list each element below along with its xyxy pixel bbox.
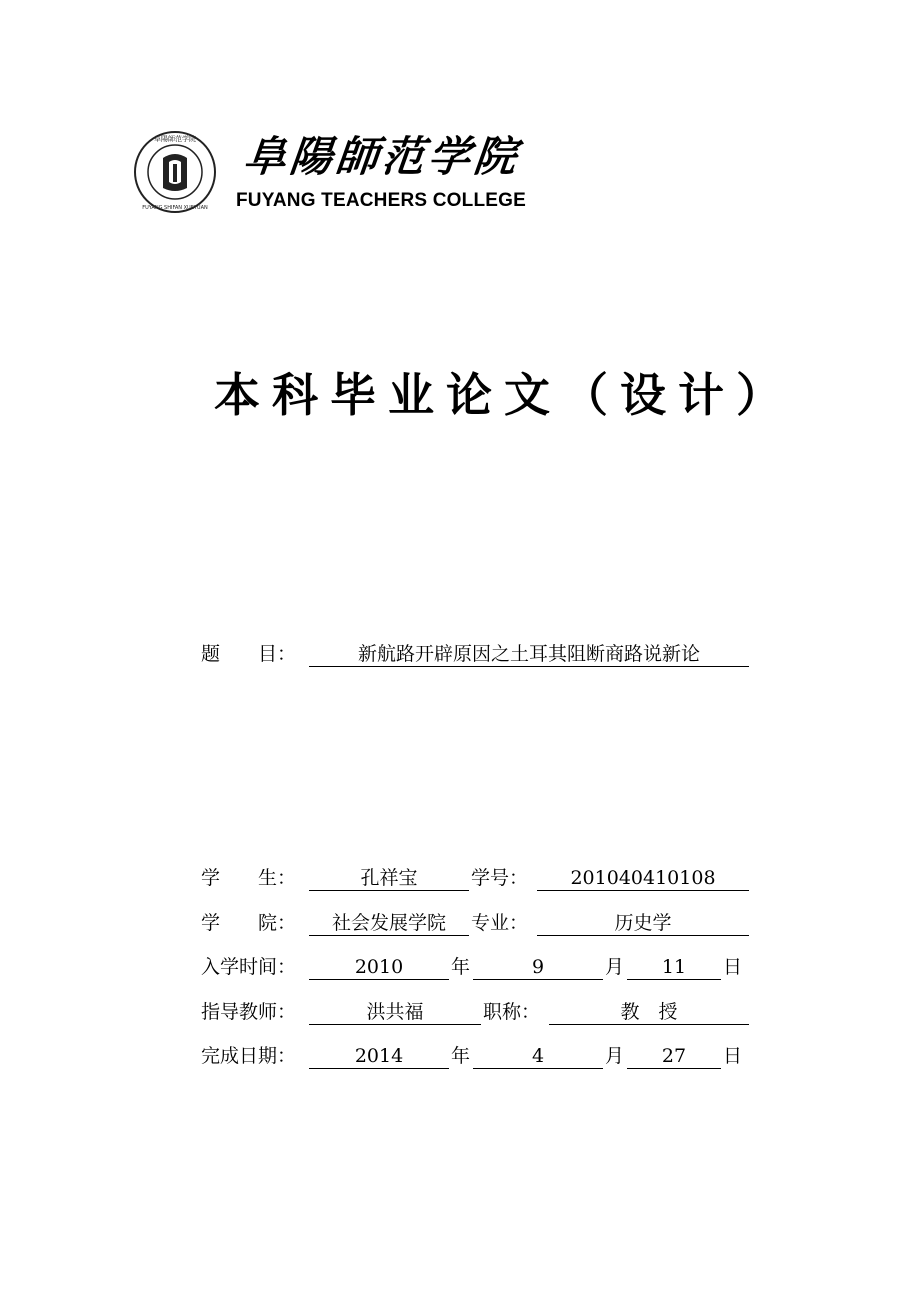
seal-text-top: 阜陽師范学院 [154, 135, 196, 143]
completion-month: 4 [473, 1042, 603, 1069]
college-row [201, 909, 761, 937]
student-id-label: 学号： [471, 867, 529, 889]
student-id-value: 201040410108 [537, 864, 749, 891]
major-label: 专业： [471, 912, 529, 934]
advisor-name: 洪共福 [309, 998, 481, 1025]
advisor-label: 指导教师： [201, 1001, 297, 1023]
college-seal-logo [133, 130, 233, 214]
topic-row [201, 640, 761, 668]
college-name-en: FUYANG TEACHERS COLLEGE [236, 190, 526, 211]
college-name-cn: 阜陽師范学院 [241, 132, 523, 181]
enrollment-day-unit: 日 [723, 956, 743, 978]
enrollment-row [201, 953, 761, 981]
student-name-value: 孔祥宝 [309, 864, 469, 891]
college-label: 学 院： [201, 912, 297, 934]
student-row [201, 864, 761, 892]
enrollment-year-unit: 年 [451, 956, 471, 978]
enrollment-label: 入学时间： [201, 956, 297, 978]
document-title: 本科毕业论文（设计） [214, 368, 794, 422]
advisor-row [201, 998, 761, 1026]
completion-year: 2014 [309, 1042, 449, 1069]
completion-day-unit: 日 [723, 1045, 743, 1067]
topic-label: 题 目： [201, 643, 297, 665]
advisor-title-value: 教 授 [549, 998, 749, 1025]
completion-label: 完成日期： [201, 1045, 297, 1067]
seal-text-bottom: FUYANG SHIFAN XUEYUAN [142, 205, 208, 211]
enrollment-year: 2010 [309, 953, 449, 980]
completion-year-unit: 年 [451, 1045, 471, 1067]
college-value: 社会发展学院 [309, 909, 469, 936]
advisor-title-label: 职称： [483, 1001, 541, 1023]
enrollment-day: 11 [627, 953, 721, 980]
enrollment-month: 9 [473, 953, 603, 980]
completion-row [201, 1042, 761, 1070]
topic-value: 新航路开辟原因之土耳其阻断商路说新论 [309, 640, 749, 667]
completion-day: 27 [627, 1042, 721, 1069]
student-name-label: 学 生： [201, 867, 297, 889]
major-value: 历史学 [537, 909, 749, 936]
completion-month-unit: 月 [605, 1045, 625, 1067]
enrollment-month-unit: 月 [605, 956, 625, 978]
